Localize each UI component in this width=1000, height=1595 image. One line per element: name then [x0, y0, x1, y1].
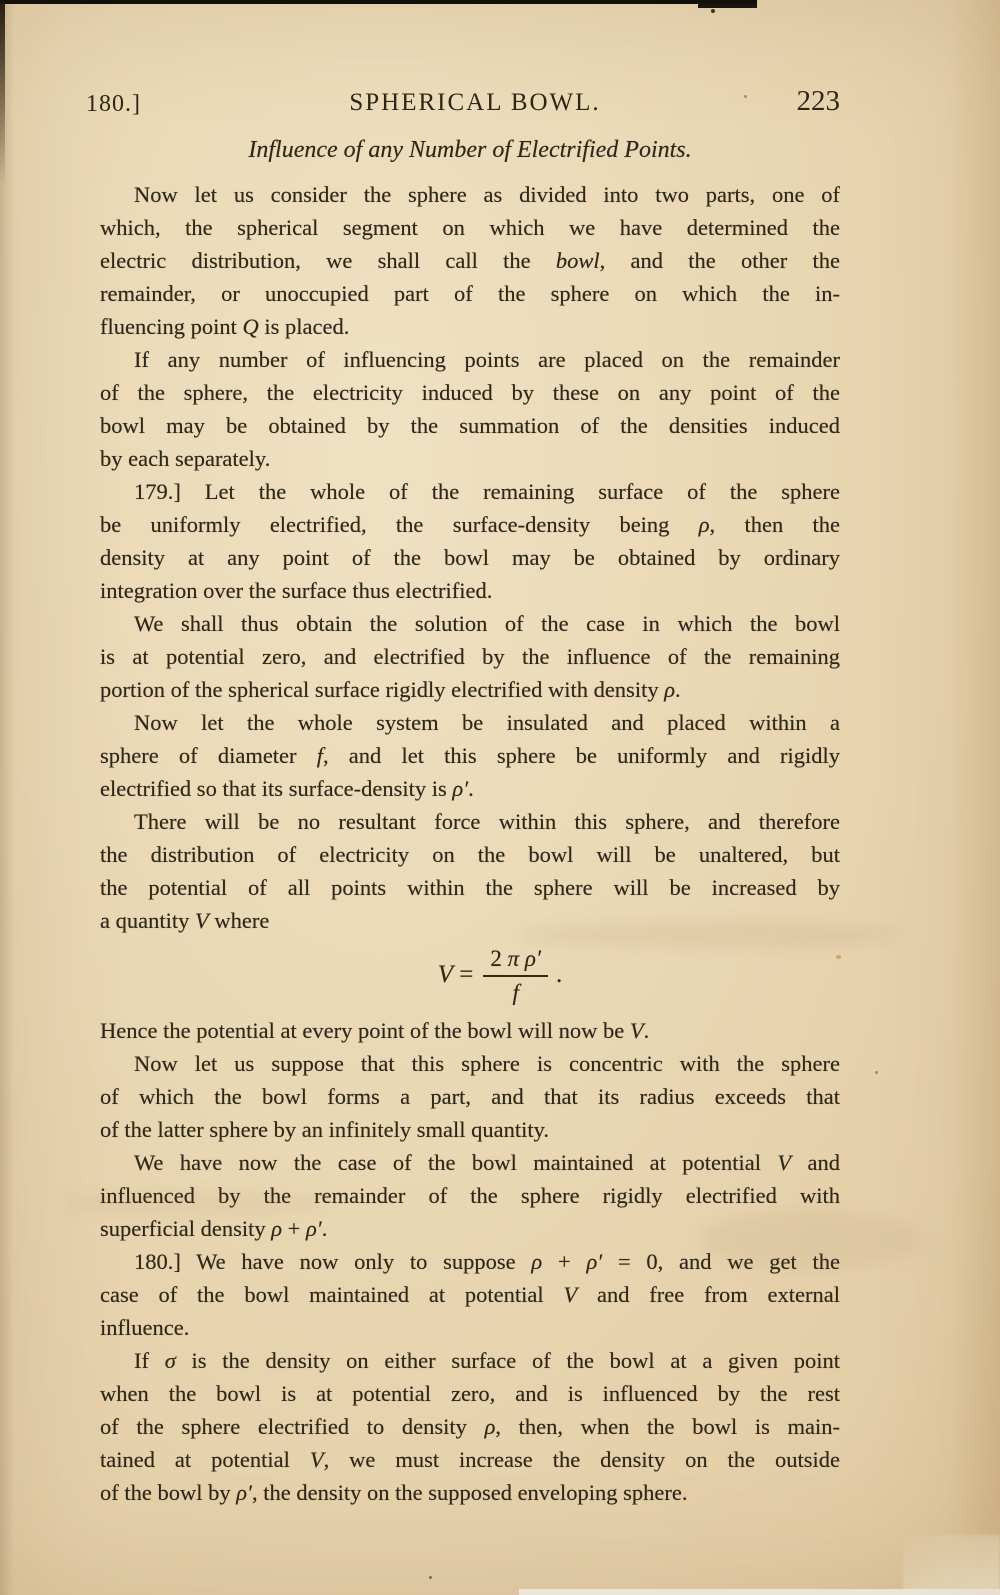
text-line: density at any point of the bowl may be obtained by ordinary [100, 545, 840, 570]
text-line: influenced by the remainder of the sphere rigidly electrified with [100, 1183, 840, 1208]
text-line: when the bowl is at potential zero, and is influenced by the rest [100, 1381, 840, 1406]
display-equation [130, 945, 870, 1004]
paragraph [100, 706, 840, 805]
running-title: SPHERICAL BOWL. [349, 89, 601, 116]
text-line: Now let us consider the sphere as divided into two parts, one of [134, 182, 840, 207]
text-line: 180.] We have now only to suppose ρ + ρ′ = 0, and we get the [134, 1249, 840, 1274]
paragraph [100, 1146, 840, 1245]
text-block [100, 134, 840, 1509]
text-line: bowl may be obtained by the summation of the densities induced [100, 413, 840, 438]
dust-speck [711, 9, 715, 13]
text-line: We shall thus obtain the solution of the case in which the bowl [134, 611, 840, 636]
running-header [86, 84, 840, 118]
equation-period: . [555, 961, 563, 988]
paragraph [100, 607, 840, 706]
paragraph [100, 178, 840, 343]
top-edge-scan-bar-notch [698, 4, 757, 8]
paragraph [100, 1014, 840, 1047]
dust-speck [836, 955, 841, 959]
fraction-denominator: f [512, 980, 519, 1005]
text-line: 179.] Let the whole of the remaining surface of the sphere [134, 479, 840, 504]
dust-speck [875, 1071, 878, 1074]
equation-lhs: V = [437, 961, 474, 988]
paragraph [100, 475, 840, 607]
text-line: We have now the case of the bowl maintained at potential V and [134, 1150, 840, 1175]
fraction-numerator: 2 π ρ′ [483, 945, 548, 977]
text-line: be uniformly electrified, the surface-density being ρ, then the [100, 512, 840, 537]
bottom-scan-strip [519, 1589, 1000, 1595]
body-paragraphs [100, 178, 840, 1509]
text-line: remainder, or unoccupied part of the sphere on which the in- [100, 281, 840, 306]
text-line: case of the bowl maintained at potential V and free from external [100, 1282, 840, 1307]
paragraph [100, 1047, 840, 1146]
text-line: If σ is the density on either surface of the bowl at a given point [134, 1348, 840, 1373]
text-line: If any number of influencing points are placed on the remainder [134, 347, 840, 372]
text-line: which, the spherical segment on which we have determined the [100, 215, 840, 240]
text-line: integration over the surface thus electrified. [100, 578, 493, 603]
page-left-shade [0, 0, 14, 1595]
text-line: Now let us suppose that this sphere is concentric with the sphere [134, 1051, 840, 1076]
section-marker: 180.] [86, 91, 141, 117]
paragraph [100, 1245, 840, 1344]
paragraph [100, 805, 840, 937]
text-line: portion of the spherical surface rigidly electrified with density ρ. [100, 677, 681, 702]
text-line: superficial density ρ + ρ′. [100, 1216, 328, 1241]
text-line: of which the bowl forms a part, and that its radius exceeds that [100, 1084, 840, 1109]
text-line: of the latter sphere by an infinitely small quantity. [100, 1117, 550, 1142]
page-right-shade [948, 0, 1000, 1595]
dust-speck [429, 1576, 432, 1579]
top-edge-scan-bar [0, 0, 757, 4]
section-heading: Influence of any Number of Electrified Points. [248, 137, 692, 163]
fraction [483, 945, 548, 1004]
text-line: of the bowl by ρ′, the density on the supposed enveloping sphere. [100, 1480, 688, 1505]
text-line: the distribution of electricity on the bowl will be unaltered, but [100, 842, 840, 867]
text-line: electrified so that its surface-density is ρ′. [100, 776, 474, 801]
text-line: of the sphere electrified to density ρ, then, when the bowl is main- [100, 1414, 840, 1439]
text-line: electric distribution, we shall call the bowl, and the other the [100, 248, 840, 273]
text-line: influence. [100, 1315, 190, 1340]
text-line: by each separately. [100, 446, 271, 471]
text-line: There will be no resultant force within this sphere, and therefore [134, 809, 840, 834]
text-line: tained at potential V, we must increase the density on the outside [100, 1447, 840, 1472]
text-line: is at potential zero, and electrified by the influence of the remaining [100, 644, 840, 669]
text-line: Hence the potential at every point of the bowl will now be V. [100, 1018, 650, 1043]
text-line: Now let the whole system be insulated and placed within a [134, 710, 840, 735]
corner-light-patch [903, 1535, 1000, 1591]
text-line: sphere of diameter f, and let this sphere be uniformly and rigidly [100, 743, 841, 768]
paragraph [100, 343, 840, 475]
text-line: fluencing point Q is placed. [100, 314, 350, 339]
text-line: the potential of all points within the sphere will be increased by [100, 875, 840, 900]
page-left-edge-shadow [0, 0, 5, 185]
text-line: a quantity V where [100, 908, 270, 933]
paragraph [100, 1344, 840, 1509]
text-line: of the sphere, the electricity induced by these on any point of the [100, 380, 840, 405]
dust-speck [744, 95, 747, 98]
page-number: 223 [796, 85, 840, 117]
